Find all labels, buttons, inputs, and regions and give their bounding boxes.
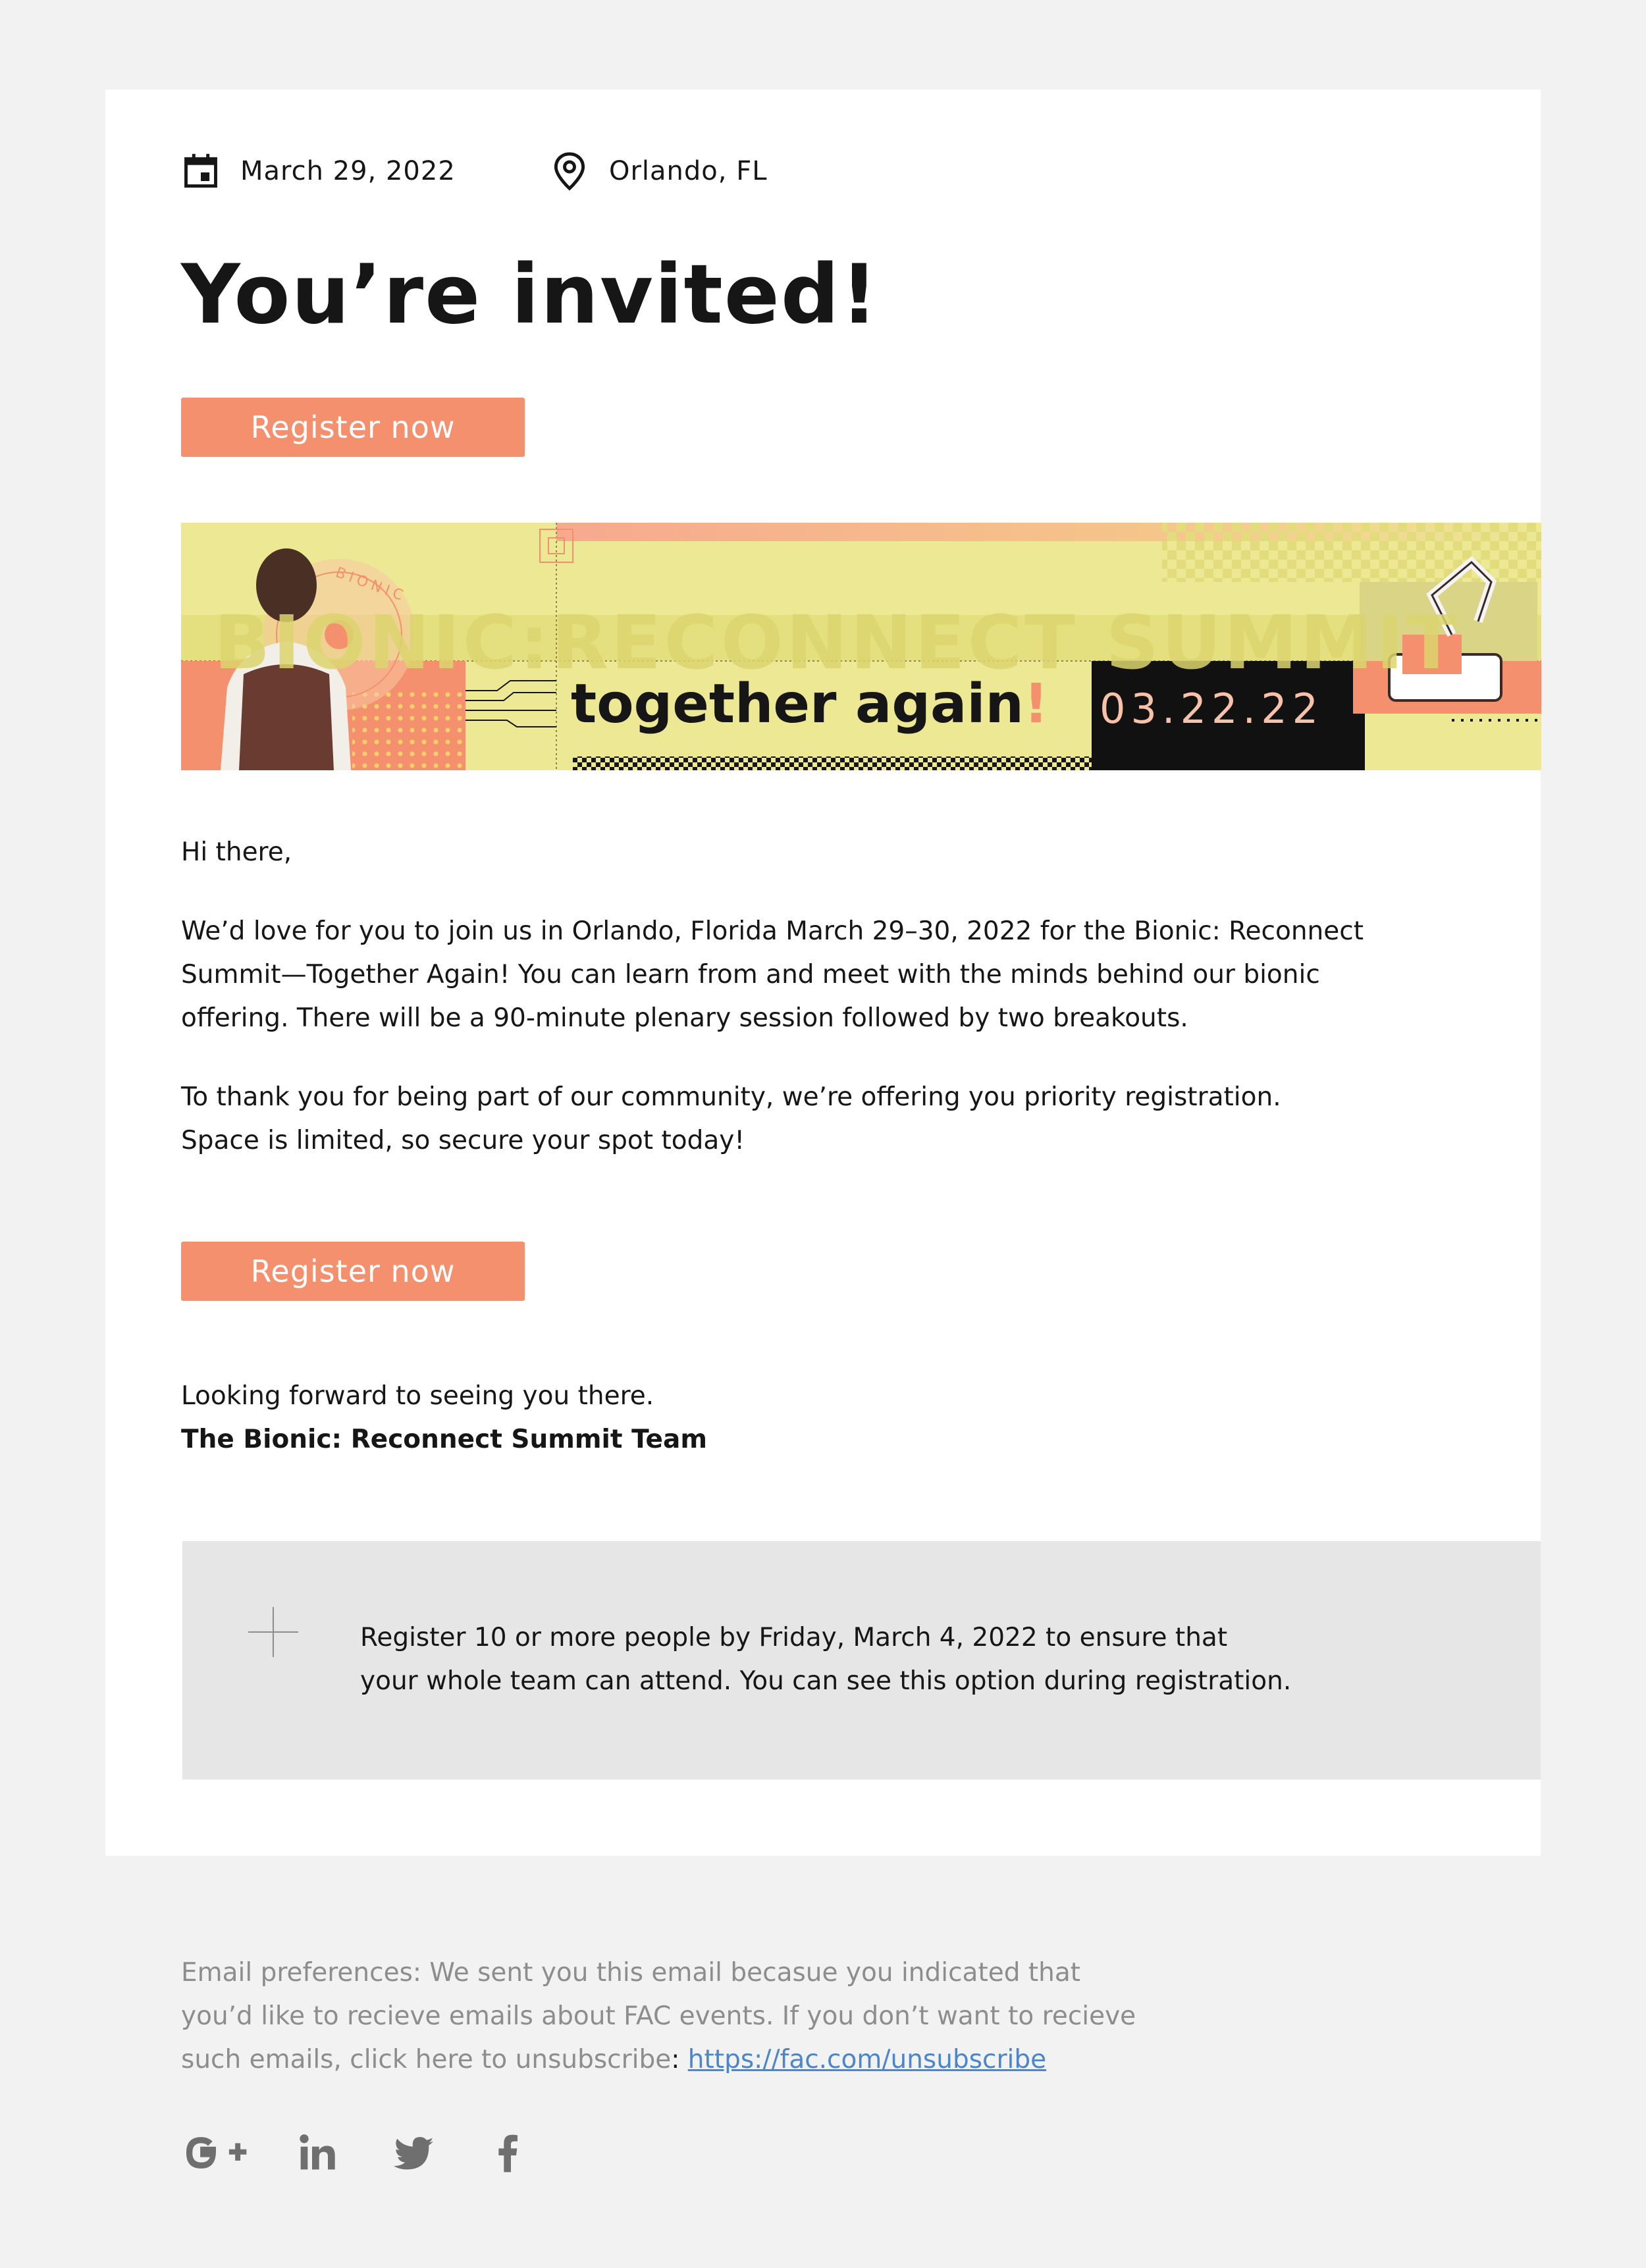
social-twitter[interactable] (394, 2126, 436, 2179)
event-date (181, 145, 456, 198)
closing (181, 1375, 1432, 1462)
banner-headline (571, 673, 1048, 735)
linkedin-icon (296, 2132, 338, 2174)
footer-line-3 (181, 2038, 1169, 2082)
plus-icon (248, 1607, 298, 1657)
footer-colon: : (671, 2045, 680, 2074)
greeting: Hi there, (181, 837, 292, 867)
footer-line-1: Email preferences: We sent you this email becasue you indicated that (181, 1958, 1081, 1988)
register-now-button-bottom[interactable]: Register now (181, 1242, 525, 1301)
twitter-icon (394, 2132, 436, 2174)
page-title: You’re invited! (181, 248, 880, 342)
banner-date: 03.22.22 (1100, 685, 1324, 733)
callout-text (360, 1616, 1348, 1703)
paragraph-1 (181, 910, 1432, 1040)
social-facebook[interactable] (487, 2126, 529, 2179)
banner-badge-text: BIONIC (333, 564, 410, 606)
social-linkedin[interactable] (296, 2126, 338, 2179)
callout-line-1: Register 10 or more people by Friday, March 4, 2022 to ensure that (360, 1623, 1228, 1652)
email-card (105, 90, 1541, 1856)
footer-line-2: you’d like to recieve emails about FAC events. If you don’t want to recieve (181, 2001, 1136, 2031)
unsubscribe-link[interactable]: https://fac.com/unsubscribe (687, 2045, 1047, 2074)
paragraph-2-line-2: Space is limited, so secure your spot today! (181, 1126, 745, 1155)
event-meta (181, 145, 1103, 198)
callout-line-2: your whole team can attend. You can see this option during registration. (360, 1666, 1292, 1696)
banner-headline-text: together again (571, 673, 1024, 735)
social-google-plus[interactable] (181, 2126, 251, 2179)
footer-line-3-text: such emails, click here to unsubscribe (181, 2045, 672, 2074)
email-preferences (181, 1951, 1169, 2082)
register-now-button-top[interactable]: Register now (181, 398, 525, 457)
paragraph-2-line-1: To thank you for being part of our community, we’re offering you priority registration. (181, 1082, 1281, 1112)
paragraph-1-line-3: offering. There will be a 90-minute plenary session followed by two breakouts. (181, 1003, 1188, 1033)
event-location-text: Orlando, FL (609, 156, 768, 186)
paragraph-1-line-2: Summit—Together Again! You can learn from and meet with the minds behind our bionic (181, 960, 1320, 989)
calendar-icon (181, 151, 221, 191)
event-date-text: March 29, 2022 (240, 156, 456, 186)
banner-watermark: BIONIC:RECONNECT SUMMIT (214, 600, 1459, 686)
google-plus-icon (181, 2132, 251, 2174)
paragraph-1-line-1: We’d love for you to join us in Orlando, Florida March 29–30, 2022 for the Bionic: Reconnect (181, 916, 1364, 946)
facebook-icon (487, 2132, 529, 2174)
paragraph-2 (181, 1076, 1432, 1163)
event-banner (181, 523, 1541, 770)
event-location (550, 145, 768, 198)
banner-exclamation: ! (1023, 673, 1049, 735)
signature: The Bionic: Reconnect Summit Team (181, 1425, 707, 1454)
closing-line: Looking forward to seeing you there. (181, 1381, 654, 1411)
group-registration-callout (182, 1541, 1541, 1780)
location-pin-icon (550, 151, 589, 191)
